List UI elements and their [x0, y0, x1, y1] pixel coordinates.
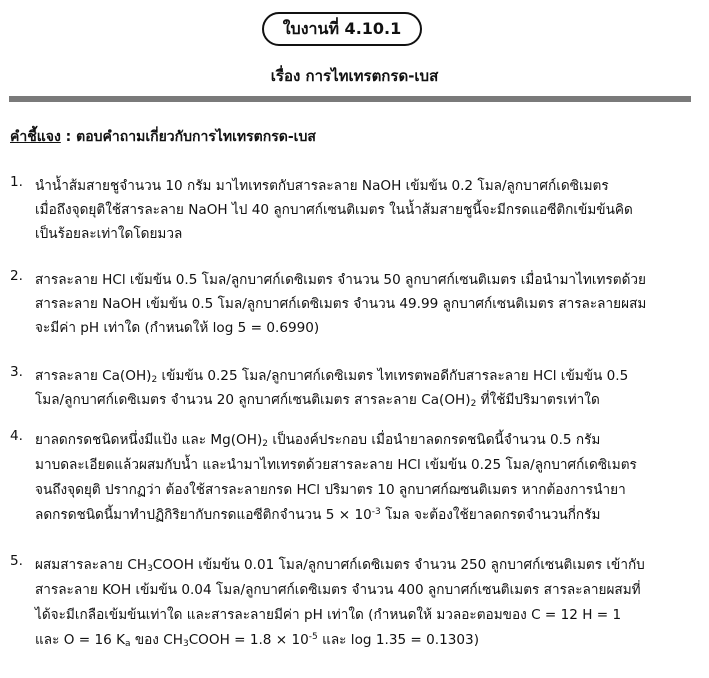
question-line: เป็นร้อยละเท่าใดโดยมวล [35, 226, 183, 242]
question-number: 4. [10, 428, 23, 444]
instruction-text: : ตอบคำถามเกี่ยวกับการไทเทรตกรด-เบส [60, 129, 316, 145]
worksheet-title: ใบงานที่ 4.10.1 [282, 18, 402, 38]
instruction [10, 126, 316, 148]
question-line: ผสมสารละลาย $CH_3COOH$ เข้มข้น 0.01 โมล/ลูกบาศก์เดซิเมตร จำนวน 250 ลูกบาศก์เซนติเมตร เข้ากับ [35, 557, 645, 574]
header-divider [9, 96, 691, 102]
question-line: สารละลาย $Ca(OH)_2$ เข้มข้น 0.25 โมล/ลูกบาศก์เดซิเมตร ไทเทรตพอดีกับสารละลาย HCl เข้มข้น 0.5 [35, 368, 629, 385]
question-line: โมล/ลูกบาศก์เดซิเมตร จำนวน 20 ลูกบาศก์เซนติเมตร สารละลาย $Ca(OH)_2$ ที่ใช้มีปริมาตรเท่าใด [35, 392, 600, 409]
question-line: ลดกรดชนิดนี้มาทำปฏิกิริยากับกรดแอซีติกจำนวน $5 \times 10^{-3}$ โมล จะต้องใช้ยาลดกรดจำนวนกี่กรัม [35, 507, 601, 523]
question-line: ยาลดกรดชนิดหนึ่งมีแป้ง และ $Mg(OH)_2$ เป็นองค์ประกอบ เมื่อนำยาลดกรดชนิดนี้จำนวน 0.5 กรัม [35, 432, 601, 449]
question-line: สารละลาย NaOH เข้มข้น 0.5 โมล/ลูกบาศก์เดซิเมตร จำนวน 49.99 ลูกบาศก์เซนติเมตร สารละลายผสม [35, 296, 647, 312]
question-line: มาบดละเอียดแล้วผสมกับน้ำ และนำมาไทเทรตด้วยสารละลาย HCl เข้มข้น 0.25 โมล/ลูกบาศก์เดซิเมตร [35, 457, 637, 473]
question-line: นำน้ำส้มสายชูจำนวน 10 กรัม มาไทเทรตกับสารละลาย NaOH เข้มข้น 0.2 โมล/ลูกบาศก์เดซิเมตร [35, 178, 609, 194]
question-line: เมื่อถึงจุดยุติใช้สารละลาย NaOH ไป 40 ลูกบาศก์เซนติเมตร ในน้ำส้มสายชูนี้จะมีกรดแอซีติกเข้มข้นคิด [35, 202, 633, 218]
question-number: 2. [10, 268, 23, 284]
instruction-label: คำชี้แจง [10, 129, 61, 145]
question-line: และ O = 16 $K_a$ ของ $CH_3COOH = 1.8 \times 10^{-5}$ และ log 1.35 = 0.1303) [35, 632, 480, 649]
question-number: 1. [10, 174, 23, 190]
question-line: ได้จะมีเกลือเข้มข้นเท่าใด และสารละลายมีค่า pH เท่าใด (กำหนดให้ มวลอะตอมของ C = 12 H = 1 [35, 607, 622, 623]
worksheet-title-box [262, 12, 422, 46]
worksheet-subject: เรื่อง การไทเทรตกรด-เบส [270, 67, 439, 85]
question-number: 5. [10, 553, 23, 569]
question-line: สารละลาย KOH เข้มข้น 0.04 โมล/ลูกบาศก์เดซิเมตร จำนวน 400 ลูกบาศก์เซนติเมตร สารละลายผสมที่ [35, 582, 641, 598]
question-line: จะมีค่า pH เท่าใด (กำหนดให้ log 5 = 0.6990) [35, 320, 320, 336]
question-line: จนถึงจุดยุติ ปรากฏว่า ต้องใช้สารละลายกรด HCl ปริมาตร 10 ลูกบาศก์ฌซนติเมตร หากต้องการนำยา [35, 482, 626, 498]
question-number: 3. [10, 364, 23, 380]
question-line: สารละลาย HCl เข้มข้น 0.5 โมล/ลูกบาศก์เดซิเมตร จำนวน 50 ลูกบาศก์เซนติเมตร เมื่อนำมาไทเทรตด้วย [35, 272, 647, 288]
